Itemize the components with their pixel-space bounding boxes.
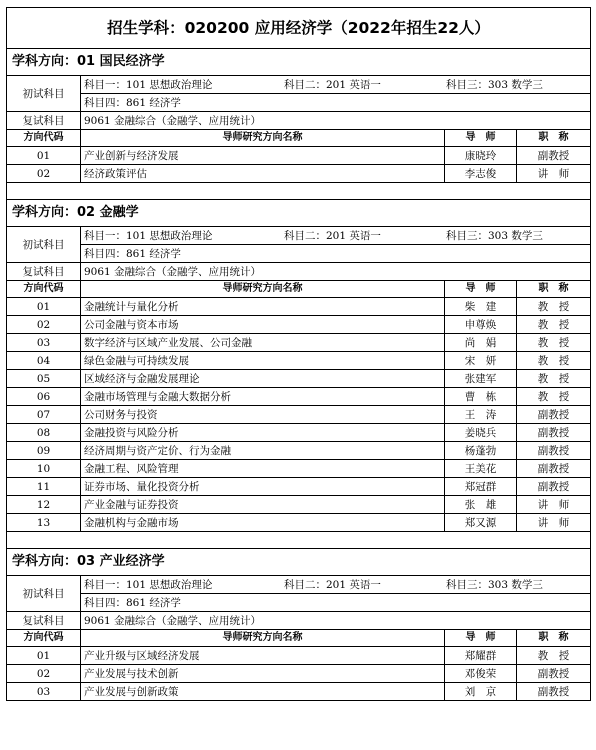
advisor-title: 讲 师 <box>517 165 591 183</box>
direction-name: 经济周期与资产定价、行为金融 <box>81 442 445 460</box>
table-row <box>7 316 591 334</box>
direction-name: 证券市场、量化投资分析 <box>81 478 445 496</box>
col-advisor-header: 导 师 <box>445 630 517 647</box>
direction-code: 07 <box>7 406 81 424</box>
subject-two: 科目二：201 英语一 <box>284 78 381 91</box>
initial-exam-label: 初试科目 <box>7 227 81 263</box>
direction-code: 02 <box>7 316 81 334</box>
column-header-row <box>7 630 591 647</box>
col-advisor-header: 导 师 <box>445 281 517 298</box>
advisor-name: 申尊焕 <box>445 316 517 334</box>
advisor-title: 讲 师 <box>517 496 591 514</box>
initial-exam-label: 初试科目 <box>7 576 81 612</box>
table-row <box>7 388 591 406</box>
advisor-name: 曹 栋 <box>445 388 517 406</box>
col-title-header: 职 称 <box>517 281 591 298</box>
advisor-name: 姜晓兵 <box>445 424 517 442</box>
subject-one: 科目一：101 思想政治理论 <box>84 78 213 91</box>
table-row <box>7 496 591 514</box>
section-spacer <box>7 183 591 200</box>
direction-name: 产业创新与经济发展 <box>81 147 445 165</box>
table-row <box>7 424 591 442</box>
advisor-name: 尚 娟 <box>445 334 517 352</box>
col-name-header: 导师研究方向名称 <box>81 281 445 298</box>
spacer-cell <box>7 532 591 549</box>
subject-one: 科目一：101 思想政治理论 <box>84 578 213 591</box>
advisor-name: 宋 妍 <box>445 352 517 370</box>
advisor-name: 王美花 <box>445 460 517 478</box>
table-row <box>7 460 591 478</box>
col-name-header: 导师研究方向名称 <box>81 130 445 147</box>
retest-exam-label: 复试科目 <box>7 263 81 281</box>
direction-name: 公司财务与投资 <box>81 406 445 424</box>
subject-four: 科目四：861 经济学 <box>81 94 591 112</box>
title-row <box>7 8 591 49</box>
section-heading-row <box>7 49 591 76</box>
direction-name: 产业发展与技术创新 <box>81 665 445 683</box>
table-row <box>7 514 591 532</box>
initial-exam-row <box>7 227 591 245</box>
direction-code: 13 <box>7 514 81 532</box>
direction-code: 01 <box>7 147 81 165</box>
section-heading-row <box>7 549 591 576</box>
document-title: 招生学科：020200 应用经济学（2022年招生22人） <box>7 8 591 49</box>
direction-code: 05 <box>7 370 81 388</box>
retest-exam-subject: 9061 金融综合（金融学、应用统计） <box>81 112 591 130</box>
initial-exam-row-2 <box>7 594 591 612</box>
col-code-header: 方向代码 <box>7 630 81 647</box>
retest-exam-row <box>7 263 591 281</box>
direction-code: 03 <box>7 334 81 352</box>
direction-code: 10 <box>7 460 81 478</box>
column-header-row <box>7 130 591 147</box>
subject-three: 科目三：303 数学三 <box>446 78 543 91</box>
retest-exam-row <box>7 612 591 630</box>
advisor-title: 副教授 <box>517 442 591 460</box>
direction-code: 11 <box>7 478 81 496</box>
advisor-title: 副教授 <box>517 147 591 165</box>
table-row <box>7 165 591 183</box>
advisor-title: 教 授 <box>517 647 591 665</box>
table-row <box>7 334 591 352</box>
direction-code: 06 <box>7 388 81 406</box>
section-heading: 学科方向：03 产业经济学 <box>7 549 591 576</box>
direction-name: 金融机构与金融市场 <box>81 514 445 532</box>
subject-two: 科目二：201 英语一 <box>284 578 381 591</box>
advisor-title: 副教授 <box>517 460 591 478</box>
subject-three: 科目三：303 数学三 <box>446 229 543 242</box>
col-title-header: 职 称 <box>517 130 591 147</box>
table-row <box>7 478 591 496</box>
table-row <box>7 406 591 424</box>
spacer-cell <box>7 183 591 200</box>
direction-name: 绿色金融与可持续发展 <box>81 352 445 370</box>
advisor-name: 柴 建 <box>445 298 517 316</box>
advisor-title: 教 授 <box>517 316 591 334</box>
advisor-name: 张建军 <box>445 370 517 388</box>
advisor-title: 教 授 <box>517 352 591 370</box>
advisor-name: 李志俊 <box>445 165 517 183</box>
subject-four: 科目四：861 经济学 <box>81 594 591 612</box>
advisor-title: 教 授 <box>517 334 591 352</box>
direction-name: 经济政策评估 <box>81 165 445 183</box>
advisor-name: 邓俊荣 <box>445 665 517 683</box>
subject-three: 科目三：303 数学三 <box>446 578 543 591</box>
advisor-name: 康晓玲 <box>445 147 517 165</box>
direction-code: 12 <box>7 496 81 514</box>
direction-name: 数字经济与区域产业发展、公司金融 <box>81 334 445 352</box>
initial-exam-row-2 <box>7 245 591 263</box>
section-heading: 学科方向：02 金融学 <box>7 200 591 227</box>
section-heading-row <box>7 200 591 227</box>
table-row <box>7 147 591 165</box>
direction-name: 金融统计与量化分析 <box>81 298 445 316</box>
initial-exam-subjects <box>81 76 591 94</box>
advisor-title: 教 授 <box>517 370 591 388</box>
column-header-row <box>7 281 591 298</box>
direction-name: 金融工程、风险管理 <box>81 460 445 478</box>
direction-name: 产业金融与证券投资 <box>81 496 445 514</box>
advisor-title: 副教授 <box>517 478 591 496</box>
advisor-title: 副教授 <box>517 424 591 442</box>
subject-one: 科目一：101 思想政治理论 <box>84 229 213 242</box>
direction-name: 公司金融与资本市场 <box>81 316 445 334</box>
direction-name: 产业升级与区域经济发展 <box>81 647 445 665</box>
retest-exam-label: 复试科目 <box>7 112 81 130</box>
direction-code: 02 <box>7 165 81 183</box>
direction-code: 01 <box>7 298 81 316</box>
advisor-title: 教 授 <box>517 388 591 406</box>
col-advisor-header: 导 师 <box>445 130 517 147</box>
table-row <box>7 352 591 370</box>
advisor-name: 刘 京 <box>445 683 517 701</box>
advisor-name: 郑冠群 <box>445 478 517 496</box>
table-row <box>7 442 591 460</box>
col-title-header: 职 称 <box>517 630 591 647</box>
direction-name: 产业发展与创新政策 <box>81 683 445 701</box>
enrollment-table <box>6 7 591 701</box>
table-row <box>7 370 591 388</box>
initial-exam-row <box>7 576 591 594</box>
direction-name: 金融市场管理与金融大数据分析 <box>81 388 445 406</box>
initial-exam-row-2 <box>7 94 591 112</box>
initial-exam-label: 初试科目 <box>7 76 81 112</box>
direction-code: 02 <box>7 665 81 683</box>
retest-exam-subject: 9061 金融综合（金融学、应用统计） <box>81 263 591 281</box>
initial-exam-row <box>7 76 591 94</box>
direction-code: 09 <box>7 442 81 460</box>
advisor-title: 副教授 <box>517 406 591 424</box>
table-row <box>7 665 591 683</box>
table-row <box>7 647 591 665</box>
section-heading: 学科方向：01 国民经济学 <box>7 49 591 76</box>
direction-code: 08 <box>7 424 81 442</box>
advisor-title: 教 授 <box>517 298 591 316</box>
direction-code: 01 <box>7 647 81 665</box>
direction-name: 金融投资与风险分析 <box>81 424 445 442</box>
advisor-name: 郑耀群 <box>445 647 517 665</box>
section-spacer <box>7 532 591 549</box>
advisor-name: 杨蓬勃 <box>445 442 517 460</box>
initial-exam-subjects <box>81 576 591 594</box>
col-code-header: 方向代码 <box>7 281 81 298</box>
initial-exam-subjects <box>81 227 591 245</box>
subject-two: 科目二：201 英语一 <box>284 229 381 242</box>
retest-exam-label: 复试科目 <box>7 612 81 630</box>
subject-four: 科目四：861 经济学 <box>81 245 591 263</box>
advisor-name: 王 涛 <box>445 406 517 424</box>
direction-code: 04 <box>7 352 81 370</box>
advisor-title: 讲 师 <box>517 514 591 532</box>
retest-exam-subject: 9061 金融综合（金融学、应用统计） <box>81 612 591 630</box>
advisor-title: 副教授 <box>517 683 591 701</box>
table-row <box>7 298 591 316</box>
advisor-title: 副教授 <box>517 665 591 683</box>
col-name-header: 导师研究方向名称 <box>81 630 445 647</box>
col-code-header: 方向代码 <box>7 130 81 147</box>
table-row <box>7 683 591 701</box>
direction-code: 03 <box>7 683 81 701</box>
retest-exam-row <box>7 112 591 130</box>
advisor-name: 张 雄 <box>445 496 517 514</box>
advisor-name: 郑又源 <box>445 514 517 532</box>
direction-name: 区域经济与金融发展理论 <box>81 370 445 388</box>
